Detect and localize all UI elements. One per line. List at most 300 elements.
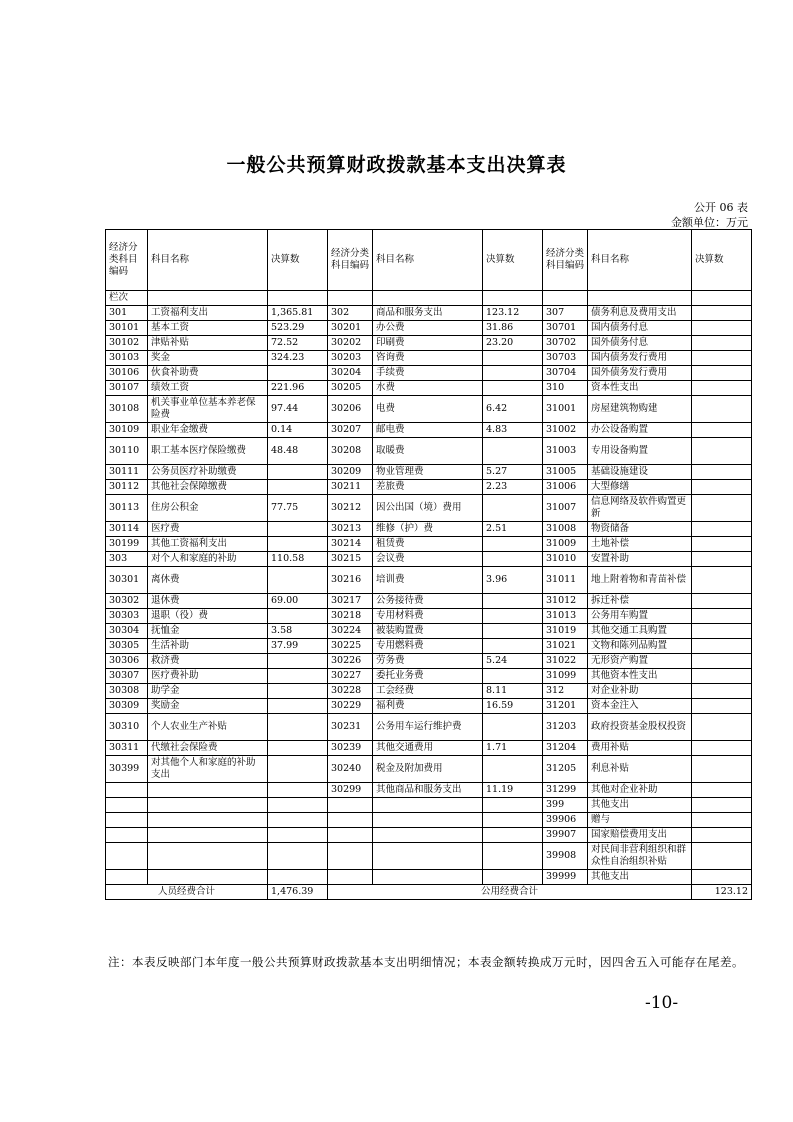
table-row [106, 366, 752, 381]
cell-name: 工会经费 [373, 684, 483, 699]
table-number: 公开 06 表 [694, 201, 748, 214]
cell-name: 住房公积金 [148, 495, 268, 522]
cell-name: 基础设施建设 [588, 465, 692, 480]
cell-name: 手续费 [373, 366, 483, 381]
cell-amount: 221.96 [268, 381, 328, 396]
cell-amount [692, 552, 752, 567]
cell-name: 国内债务付息 [588, 321, 692, 336]
cell-name: 医疗费 [148, 522, 268, 537]
cell-name [373, 843, 483, 870]
cell-name: 绩效工资 [148, 381, 268, 396]
cell-code: 30201 [328, 321, 373, 336]
cell-amount [268, 741, 328, 756]
cell-code: 30224 [328, 624, 373, 639]
cell-name: 离休费 [148, 567, 268, 594]
cell-amount [692, 336, 752, 351]
cell-code: 30107 [106, 381, 148, 396]
cell-name [373, 828, 483, 843]
cell-code: 399 [543, 798, 588, 813]
header-amount: 决算数 [692, 230, 752, 291]
cell-amount [268, 366, 328, 381]
table-row [106, 756, 752, 783]
cell-name: 其他对企业补助 [588, 783, 692, 798]
cell-amount [268, 654, 328, 669]
cell-amount [268, 843, 328, 870]
cell-amount [692, 594, 752, 609]
table-row [106, 813, 752, 828]
cell-code: 30240 [328, 756, 373, 783]
cell-amount [692, 609, 752, 624]
cell-code [106, 783, 148, 798]
table-row [106, 336, 752, 351]
cell-name: 物资储备 [588, 522, 692, 537]
cell-code: 303 [106, 552, 148, 567]
cell-name: 医疗费补助 [148, 669, 268, 684]
cell-name [148, 798, 268, 813]
cell-name: 办公设备购置 [588, 423, 692, 438]
cell-code: 31003 [543, 438, 588, 465]
cell-amount [692, 522, 752, 537]
cell-name: 津贴补贴 [148, 336, 268, 351]
cell-amount [692, 684, 752, 699]
cell-amount: 31.86 [483, 321, 543, 336]
cell-code: 302 [328, 306, 373, 321]
cell-code: 30307 [106, 669, 148, 684]
cell-amount [692, 714, 752, 741]
cell-name: 其他社会保障缴费 [148, 480, 268, 495]
cell-amount [268, 537, 328, 552]
cell-code: 30304 [106, 624, 148, 639]
table-row [106, 438, 752, 465]
cell-amount [483, 366, 543, 381]
cell-amount [268, 465, 328, 480]
cell-name [148, 813, 268, 828]
cell-amount [692, 756, 752, 783]
cell-code: 30305 [106, 639, 148, 654]
cell-amount [483, 624, 543, 639]
cell-code: 30202 [328, 336, 373, 351]
header-code: 经济分类科目编码 [328, 230, 373, 291]
cell-name: 国家赔偿费用支出 [588, 828, 692, 843]
cell-name: 印刷费 [373, 336, 483, 351]
cell-amount: 77.75 [268, 495, 328, 522]
cell-code: 31005 [543, 465, 588, 480]
cell-amount [483, 495, 543, 522]
cell-amount [483, 714, 543, 741]
cell-code: 30701 [543, 321, 588, 336]
cell-amount [692, 537, 752, 552]
cell-amount [483, 843, 543, 870]
cell-name: 国内债务发行费用 [588, 351, 692, 366]
cell-amount [692, 783, 752, 798]
cell-code: 31205 [543, 756, 588, 783]
cell-amount [483, 756, 543, 783]
cell-code: 31204 [543, 741, 588, 756]
cell-amount [692, 798, 752, 813]
cell-code: 30215 [328, 552, 373, 567]
cell-code: 31022 [543, 654, 588, 669]
cell-amount [483, 609, 543, 624]
cell-code: 30309 [106, 699, 148, 714]
table-row [106, 714, 752, 741]
cell-amount [692, 381, 752, 396]
table-row [106, 321, 752, 336]
cell-code: 30114 [106, 522, 148, 537]
cell-amount [268, 870, 328, 885]
cell-code [328, 843, 373, 870]
cell-code: 30207 [328, 423, 373, 438]
cell-amount: 48.48 [268, 438, 328, 465]
cell-amount: 1.71 [483, 741, 543, 756]
cell-name: 公务用车运行维护费 [373, 714, 483, 741]
cell-name: 赠与 [588, 813, 692, 828]
cell-amount [692, 843, 752, 870]
cell-amount [692, 366, 752, 381]
cell-name: 信息网络及软件购置更新 [588, 495, 692, 522]
cell-amount [268, 828, 328, 843]
header-name: 科目名称 [588, 230, 692, 291]
cell-amount: 97.44 [268, 396, 328, 423]
cell-name: 土地补偿 [588, 537, 692, 552]
cell-code [328, 828, 373, 843]
cell-code [328, 870, 373, 885]
cell-name: 其他支出 [588, 870, 692, 885]
cell-code: 31002 [543, 423, 588, 438]
header-row [106, 230, 752, 291]
table-row [106, 609, 752, 624]
cell-code: 30103 [106, 351, 148, 366]
lanci-row [106, 291, 752, 306]
cell-name: 退休费 [148, 594, 268, 609]
cell-amount [692, 828, 752, 843]
cell-name: 无形资产购置 [588, 654, 692, 669]
cell-name: 国外债务付息 [588, 336, 692, 351]
cell-amount [268, 480, 328, 495]
cell-amount: 5.27 [483, 465, 543, 480]
cell-name: 取暖费 [373, 438, 483, 465]
cell-code: 31001 [543, 396, 588, 423]
cell-name: 奖励金 [148, 699, 268, 714]
cell-code: 31008 [543, 522, 588, 537]
cell-code: 39906 [543, 813, 588, 828]
cell-name: 咨询费 [373, 351, 483, 366]
cell-name: 国外债务发行费用 [588, 366, 692, 381]
table-row [106, 798, 752, 813]
table-row [106, 480, 752, 495]
cell-amount: 2.23 [483, 480, 543, 495]
cell-name: 水费 [373, 381, 483, 396]
cell-name: 抚恤金 [148, 624, 268, 639]
cell-amount: 23.20 [483, 336, 543, 351]
table-row [106, 396, 752, 423]
cell-code: 30204 [328, 366, 373, 381]
cell-name: 电费 [373, 396, 483, 423]
cell-code: 30303 [106, 609, 148, 624]
personnel-total-value: 1,476.39 [268, 885, 328, 900]
table-row [106, 465, 752, 480]
cell-amount: 72.52 [268, 336, 328, 351]
cell-amount [268, 567, 328, 594]
cell-code: 30205 [328, 381, 373, 396]
cell-code: 30218 [328, 609, 373, 624]
cell-amount [692, 813, 752, 828]
cell-amount [692, 480, 752, 495]
cell-code: 30209 [328, 465, 373, 480]
table-row [106, 423, 752, 438]
cell-name: 被装购置费 [373, 624, 483, 639]
expenditure-table [105, 229, 752, 900]
cell-name: 专用材料费 [373, 609, 483, 624]
cell-name: 代缴社会保险费 [148, 741, 268, 756]
cell-amount: 110.58 [268, 552, 328, 567]
cell-code: 30301 [106, 567, 148, 594]
cell-amount [692, 495, 752, 522]
cell-code: 30229 [328, 699, 373, 714]
table-row [106, 351, 752, 366]
page-number: -10- [645, 993, 679, 1013]
cell-name: 地上附着物和青苗补偿 [588, 567, 692, 594]
cell-amount: 123.12 [483, 306, 543, 321]
cell-code: 30228 [328, 684, 373, 699]
cell-name [148, 783, 268, 798]
cell-code: 31019 [543, 624, 588, 639]
cell-name: 个人农业生产补贴 [148, 714, 268, 741]
cell-code: 30306 [106, 654, 148, 669]
cell-amount [268, 684, 328, 699]
cell-amount [483, 351, 543, 366]
table-row [106, 741, 752, 756]
cell-name [148, 870, 268, 885]
cell-amount [483, 813, 543, 828]
table-row [106, 537, 752, 552]
cell-name: 对其他个人和家庭的补助支出 [148, 756, 268, 783]
public-total-value: 123.12 [692, 885, 752, 900]
header-amount: 决算数 [483, 230, 543, 291]
cell-amount: 6.42 [483, 396, 543, 423]
cell-code: 31201 [543, 699, 588, 714]
unit-label: 金额单位：万元 [671, 216, 748, 229]
cell-amount [692, 465, 752, 480]
cell-code: 39908 [543, 843, 588, 870]
cell-code: 31099 [543, 669, 588, 684]
cell-name: 安置补助 [588, 552, 692, 567]
public-total-label: 公用经费合计 [328, 885, 692, 900]
cell-code: 30109 [106, 423, 148, 438]
cell-name: 其他资本性支出 [588, 669, 692, 684]
cell-name: 文物和陈列品购置 [588, 639, 692, 654]
cell-code: 30299 [328, 783, 373, 798]
page-title: 一般公共预算财政拨款基本支出决算表 [226, 154, 567, 176]
cell-code: 312 [543, 684, 588, 699]
cell-name: 生活补助 [148, 639, 268, 654]
cell-name: 工资福利支出 [148, 306, 268, 321]
cell-code: 39907 [543, 828, 588, 843]
cell-amount [692, 639, 752, 654]
cell-amount [692, 306, 752, 321]
table-row [106, 783, 752, 798]
cell-amount: 4.83 [483, 423, 543, 438]
cell-amount [268, 756, 328, 783]
cell-code: 30108 [106, 396, 148, 423]
cell-code: 30203 [328, 351, 373, 366]
cell-name: 福利费 [373, 699, 483, 714]
cell-amount: 5.24 [483, 654, 543, 669]
cell-code: 30214 [328, 537, 373, 552]
table-row [106, 684, 752, 699]
cell-name: 其他交通工具购置 [588, 624, 692, 639]
table-row [106, 522, 752, 537]
cell-name: 债务利息及费用支出 [588, 306, 692, 321]
cell-amount: 324.23 [268, 351, 328, 366]
cell-name: 其他支出 [588, 798, 692, 813]
cell-amount [268, 813, 328, 828]
cell-amount [268, 522, 328, 537]
cell-code: 30311 [106, 741, 148, 756]
cell-code: 30113 [106, 495, 148, 522]
cell-code: 30213 [328, 522, 373, 537]
cell-code: 30106 [106, 366, 148, 381]
table-row [106, 828, 752, 843]
cell-name: 会议费 [373, 552, 483, 567]
cell-amount: 1,365.81 [268, 306, 328, 321]
cell-amount [692, 741, 752, 756]
cell-name: 资本金注入 [588, 699, 692, 714]
cell-amount: 37.99 [268, 639, 328, 654]
cell-name: 邮电费 [373, 423, 483, 438]
cell-amount [692, 654, 752, 669]
cell-name: 其他交通费用 [373, 741, 483, 756]
cell-name: 商品和服务支出 [373, 306, 483, 321]
cell-code [106, 798, 148, 813]
cell-code: 31007 [543, 495, 588, 522]
cell-code: 30702 [543, 336, 588, 351]
footnote: 注：本表反映部门本年度一般公共预算财政拨款基本支出明细情况；本表金额转换成万元时，因四舍五入可能存在尾差。 [108, 955, 744, 969]
cell-amount [692, 699, 752, 714]
cell-code: 30227 [328, 669, 373, 684]
cell-name: 因公出国（境）费用 [373, 495, 483, 522]
cell-amount [692, 567, 752, 594]
cell-amount [483, 870, 543, 885]
cell-name [148, 843, 268, 870]
cell-code: 30216 [328, 567, 373, 594]
cell-code [106, 870, 148, 885]
cell-code: 30226 [328, 654, 373, 669]
cell-name [148, 828, 268, 843]
cell-name: 税金及附加费用 [373, 756, 483, 783]
lanci-label: 栏次 [106, 291, 148, 306]
cell-name: 政府投资基金股权投资 [588, 714, 692, 741]
cell-name: 对个人和家庭的补助 [148, 552, 268, 567]
cell-amount [268, 669, 328, 684]
cell-code: 30231 [328, 714, 373, 741]
cell-amount [268, 609, 328, 624]
cell-code: 30211 [328, 480, 373, 495]
cell-code: 30310 [106, 714, 148, 741]
cell-code [328, 813, 373, 828]
cell-name: 对企业补助 [588, 684, 692, 699]
cell-name: 费用补贴 [588, 741, 692, 756]
cell-amount: 0.14 [268, 423, 328, 438]
cell-name: 伙食补助费 [148, 366, 268, 381]
cell-name: 办公费 [373, 321, 483, 336]
cell-code: 307 [543, 306, 588, 321]
cell-name: 委托业务费 [373, 669, 483, 684]
cell-amount [268, 699, 328, 714]
cell-name: 培训费 [373, 567, 483, 594]
cell-code: 30208 [328, 438, 373, 465]
cell-amount: 11.19 [483, 783, 543, 798]
table-row [106, 381, 752, 396]
cell-code: 30111 [106, 465, 148, 480]
cell-code: 30225 [328, 639, 373, 654]
cell-amount [268, 783, 328, 798]
cell-name [373, 798, 483, 813]
cell-code: 30399 [106, 756, 148, 783]
cell-amount: 8.11 [483, 684, 543, 699]
cell-amount [692, 351, 752, 366]
cell-name: 物业管理费 [373, 465, 483, 480]
cell-name: 劳务费 [373, 654, 483, 669]
cell-amount: 3.96 [483, 567, 543, 594]
cell-name [373, 870, 483, 885]
cell-code: 31203 [543, 714, 588, 741]
cell-amount [483, 798, 543, 813]
cell-amount [692, 321, 752, 336]
cell-amount [483, 537, 543, 552]
cell-code: 30217 [328, 594, 373, 609]
cell-code: 31013 [543, 609, 588, 624]
cell-code: 30110 [106, 438, 148, 465]
cell-code [328, 798, 373, 813]
personnel-total-label: 人员经费合计 [106, 885, 268, 900]
cell-code [106, 828, 148, 843]
cell-amount [483, 438, 543, 465]
cell-code: 30212 [328, 495, 373, 522]
cell-name: 其他工资福利支出 [148, 537, 268, 552]
cell-code: 31011 [543, 567, 588, 594]
cell-name: 其他商品和服务支出 [373, 783, 483, 798]
cell-code: 31010 [543, 552, 588, 567]
cell-code: 30112 [106, 480, 148, 495]
cell-name: 退职（役）费 [148, 609, 268, 624]
cell-code: 310 [543, 381, 588, 396]
table-row [106, 843, 752, 870]
cell-name: 职工基本医疗保险缴费 [148, 438, 268, 465]
cell-code: 31006 [543, 480, 588, 495]
cell-name: 奖金 [148, 351, 268, 366]
cell-amount [483, 381, 543, 396]
cell-code: 30206 [328, 396, 373, 423]
cell-amount: 16.59 [483, 699, 543, 714]
cell-code: 30308 [106, 684, 148, 699]
cell-name: 机关事业单位基本养老保险费 [148, 396, 268, 423]
cell-name: 公务用车购置 [588, 609, 692, 624]
table-row [106, 870, 752, 885]
cell-amount [692, 870, 752, 885]
header-name: 科目名称 [148, 230, 268, 291]
cell-amount: 2.51 [483, 522, 543, 537]
cell-amount: 3.58 [268, 624, 328, 639]
table-row [106, 594, 752, 609]
cell-code: 30704 [543, 366, 588, 381]
cell-code: 31021 [543, 639, 588, 654]
cell-amount [692, 423, 752, 438]
table-row [106, 306, 752, 321]
cell-name: 拆迁补偿 [588, 594, 692, 609]
cell-code: 31299 [543, 783, 588, 798]
cell-name: 职业年金缴费 [148, 423, 268, 438]
cell-code: 30703 [543, 351, 588, 366]
